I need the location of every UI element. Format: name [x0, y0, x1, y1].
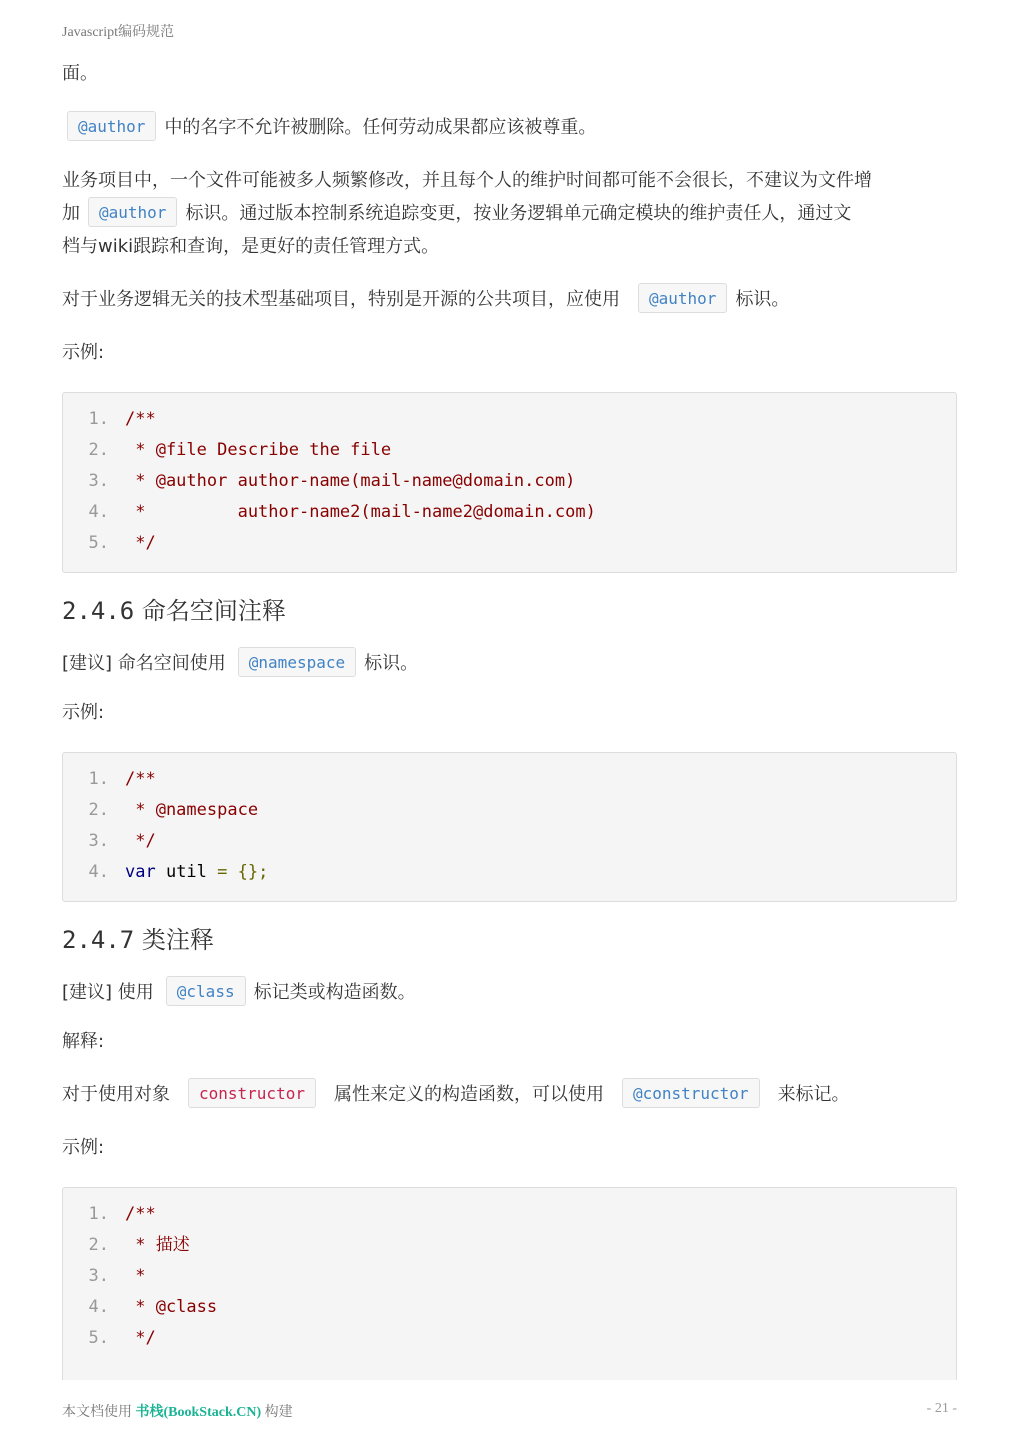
- paragraph-text: 业务项目中，一个文件可能被多人频繁修改，并且每个人的维护时间都可能不会很长，不建议为文件增: [62, 170, 872, 191]
- rule-tag: [建议]: [62, 653, 113, 674]
- paragraph-text: 来标记。: [777, 1084, 850, 1105]
- footer-text: 本文档使用: [62, 1405, 132, 1420]
- code-block-file-comment: [62, 392, 957, 573]
- code-line: 3. */: [88, 831, 156, 851]
- paragraph-constructor: [62, 1078, 957, 1111]
- inline-code-author: @author: [67, 111, 156, 141]
- code-line: 2. * @namespace: [88, 800, 259, 820]
- section-number: 2.4.7: [62, 926, 135, 954]
- inline-code-author: @author: [88, 197, 177, 227]
- code-line: 4. * @class: [88, 1297, 218, 1317]
- paragraph-continuation: 面。: [62, 63, 98, 84]
- code-line: 3. *: [88, 1266, 146, 1286]
- page-header-title: Javascript编码规范: [62, 25, 174, 40]
- paragraph-open-source: [62, 283, 957, 316]
- footer-text: 构建: [264, 1405, 293, 1420]
- paragraph-text: 命名空间使用: [117, 653, 226, 674]
- paragraph-text: 标识。: [735, 289, 790, 310]
- section-title: 类注释: [141, 926, 214, 954]
- code-block-namespace: [62, 752, 957, 902]
- code-line: 3. * @author author-name(mail-name@domain.com): [88, 471, 576, 491]
- paragraph-author-keep: [62, 111, 957, 144]
- inline-code-constructor: constructor: [188, 1078, 316, 1108]
- paragraph-text: 属性来定义的构造函数，可以使用: [333, 1084, 604, 1105]
- code-block-class: [62, 1187, 957, 1380]
- code-line: 1. /**: [88, 1204, 156, 1224]
- paragraph-text: 标记类或构造函数。: [253, 982, 416, 1003]
- code-line: 1. /**: [88, 769, 156, 789]
- rule-class: [62, 976, 957, 1009]
- paragraph-text: 标识。通过版本控制系统追踪变更，按业务逻辑单元确定模块的维护责任人，通过文: [185, 203, 852, 224]
- code-line: 1. /**: [88, 409, 156, 429]
- example-label: 示例:: [62, 1137, 105, 1158]
- code-line: 2. * @file Describe the file: [88, 440, 392, 460]
- footer-brand-link[interactable]: 书栈(BookStack.CN): [135, 1405, 262, 1420]
- rule-namespace: [62, 647, 957, 680]
- paragraph-text: 对于使用对象: [62, 1084, 170, 1105]
- code-line: 5. */: [88, 1328, 156, 1348]
- section-title: 命名空间注释: [141, 597, 286, 625]
- inline-code-class: @class: [166, 976, 246, 1006]
- paragraph-business-projects: [62, 164, 957, 263]
- explain-label: 解释:: [62, 1031, 105, 1052]
- paragraph-text: 档与wiki跟踪和查询，是更好的责任管理方式。: [62, 236, 440, 257]
- code-line: 4. var util = {};: [88, 862, 269, 882]
- inline-code-namespace: @namespace: [238, 647, 356, 677]
- page-footer: [62, 1401, 293, 1421]
- section-heading-namespace: [62, 596, 286, 626]
- page-number: - 21 -: [926, 1401, 957, 1416]
- example-label: 示例:: [62, 702, 105, 723]
- example-label: 示例:: [62, 342, 105, 363]
- section-heading-class: [62, 925, 214, 955]
- inline-code-constructor-tag: @constructor: [622, 1078, 760, 1108]
- paragraph-text: 对于业务逻辑无关的技术型基础项目，特别是开源的公共项目，应使用: [62, 289, 620, 310]
- code-line: 4. * author-name2(mail-name2@domain.com): [88, 502, 596, 522]
- section-number: 2.4.6: [62, 597, 135, 625]
- paragraph-text: 中的名字不允许被删除。任何劳动成果都应该被尊重。: [164, 117, 597, 138]
- paragraph-text: 加: [62, 203, 80, 224]
- inline-code-author: @author: [638, 283, 727, 313]
- code-line: 2. * 描述: [88, 1235, 190, 1255]
- paragraph-text: 标识。: [364, 653, 419, 674]
- paragraph-text: 使用: [117, 982, 154, 1003]
- rule-tag: [建议]: [62, 982, 113, 1003]
- code-line: 5. */: [88, 533, 156, 553]
